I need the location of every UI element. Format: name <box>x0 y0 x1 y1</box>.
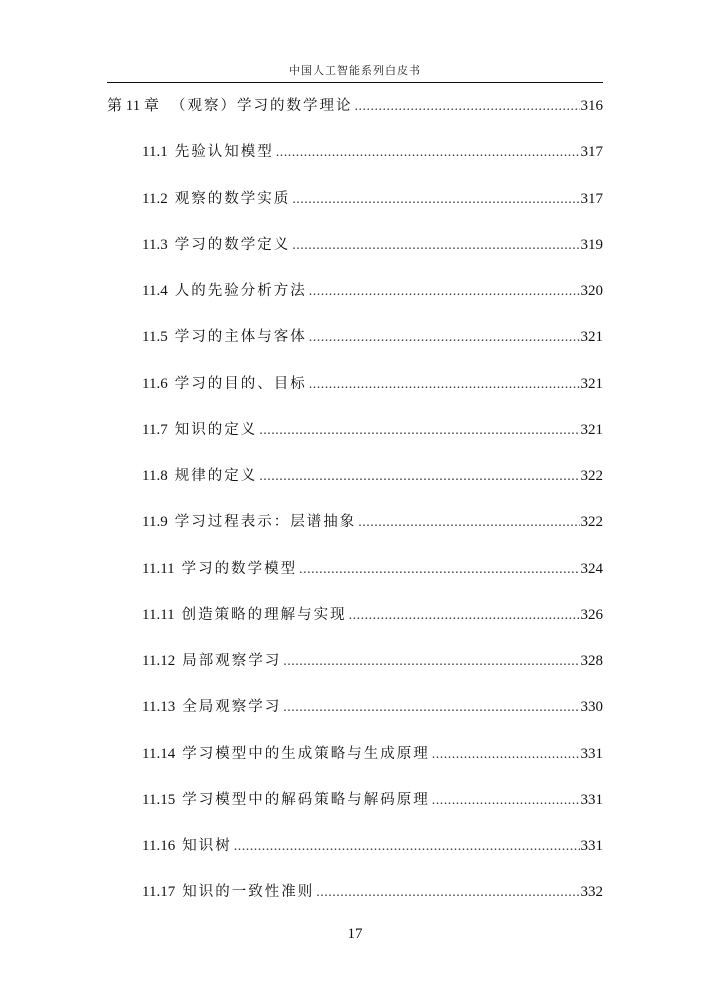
dot-leader <box>292 231 579 261</box>
toc-entry-number: 11.11 <box>142 560 175 577</box>
toc-entry[interactable] <box>107 739 603 785</box>
toc-entry-number: 11.12 <box>142 653 176 669</box>
toc-entry-page: 324 <box>580 560 603 577</box>
toc-entry-chapter-11[interactable] <box>107 91 603 137</box>
dot-leader <box>283 693 579 723</box>
toc-entry-title: （观察）学习的数学理论 <box>170 98 353 114</box>
dot-leader <box>299 555 579 585</box>
dot-leader <box>432 740 580 770</box>
toc-entry[interactable] <box>107 461 603 507</box>
toc-entry-title: 学习的数学定义 <box>174 236 291 253</box>
toc-entry-number: 11.4 <box>142 283 168 299</box>
dot-leader <box>309 277 580 307</box>
dot-leader <box>283 647 579 677</box>
toc-entry-number: 11.15 <box>142 791 176 808</box>
toc-entry-page: 321 <box>580 329 603 346</box>
toc-entry-title: 学习过程表示：层谱抽象 <box>174 514 357 531</box>
dot-leader <box>259 416 579 446</box>
toc-entry-number: 11.8 <box>142 468 168 484</box>
dot-leader <box>259 462 579 492</box>
toc-entry-page: 316 <box>580 98 603 114</box>
toc-entry[interactable] <box>107 137 603 183</box>
toc-entry[interactable] <box>107 831 603 877</box>
toc-entry-title: 知识的一致性准则 <box>182 884 315 901</box>
toc-entry-title: 知识的定义 <box>174 421 258 438</box>
toc-entry-number: 11.7 <box>142 421 168 438</box>
toc-entry-number: 11.14 <box>142 745 176 762</box>
dot-leader <box>432 786 580 816</box>
toc-entry[interactable] <box>107 276 603 322</box>
toc-entry-number: 11.16 <box>142 838 176 854</box>
toc-entry[interactable] <box>107 600 603 646</box>
dot-leader <box>276 138 580 168</box>
page-number: 17 <box>347 926 363 942</box>
dot-leader <box>358 508 579 538</box>
toc-entry[interactable] <box>107 507 603 553</box>
toc-entry[interactable] <box>107 692 603 738</box>
toc-entry-title: 规律的定义 <box>174 468 258 484</box>
table-of-contents <box>107 91 603 924</box>
toc-entry-title: 学习的主体与客体 <box>174 329 307 346</box>
toc-entry[interactable] <box>107 322 603 368</box>
toc-entry[interactable] <box>107 184 603 230</box>
toc-entry-title: 学习模型中的解码策略与解码原理 <box>182 791 430 808</box>
running-header: 中国人工智能系列白皮书 <box>289 64 421 77</box>
toc-entry[interactable] <box>107 554 603 600</box>
toc-entry-title: 知识树 <box>182 838 232 854</box>
toc-entry-page: 328 <box>580 653 603 669</box>
toc-entry-page: 321 <box>580 375 603 392</box>
toc-entry[interactable] <box>107 369 603 415</box>
toc-entry-page: 322 <box>580 468 603 484</box>
dot-leader <box>354 92 579 122</box>
dot-leader <box>234 832 580 862</box>
toc-entry-number: 11.9 <box>142 514 168 531</box>
toc-entry[interactable] <box>107 646 603 692</box>
toc-entry[interactable] <box>107 785 603 831</box>
toc-entry-number: 11.5 <box>142 329 168 346</box>
toc-entry-number: 11.13 <box>142 699 176 716</box>
toc-entry-page: 331 <box>580 745 603 762</box>
toc-entry-number: 11.2 <box>142 190 168 207</box>
toc-entry-number: 11.11 <box>142 606 175 623</box>
toc-entry-title: 人的先验分析方法 <box>174 283 307 299</box>
toc-entry-title: 学习模型中的生成策略与生成原理 <box>182 745 430 762</box>
dot-leader <box>309 370 580 400</box>
toc-entry-page: 317 <box>580 144 603 161</box>
toc-entry-title: 观察的数学实质 <box>174 190 291 207</box>
toc-entry-title: 创造策略的理解与实现 <box>181 606 347 623</box>
header-rule <box>107 82 603 83</box>
toc-entry-page: 319 <box>580 236 603 253</box>
toc-entry-number: 11.17 <box>142 884 176 901</box>
toc-entry-page: 322 <box>580 514 603 531</box>
toc-entry-page: 320 <box>580 283 603 299</box>
toc-entry[interactable] <box>107 230 603 276</box>
toc-entry-number: 11.1 <box>142 144 168 161</box>
dot-leader <box>349 601 580 631</box>
toc-entry-page: 332 <box>580 884 603 901</box>
toc-entry-title: 先验认知模型 <box>174 144 274 161</box>
toc-entry-page: 330 <box>580 699 603 716</box>
toc-entry[interactable] <box>107 877 603 923</box>
toc-entry-page: 321 <box>580 421 603 438</box>
toc-entry-page: 326 <box>580 606 603 623</box>
toc-entry-page: 317 <box>580 190 603 207</box>
toc-entry-title: 全局观察学习 <box>182 699 282 716</box>
toc-entry[interactable] <box>107 415 603 461</box>
dot-leader <box>292 185 579 215</box>
toc-entry-number: 第 11 章 <box>107 98 159 114</box>
toc-entry-title: 学习的目的、目标 <box>174 375 307 392</box>
toc-entry-page: 331 <box>580 838 603 854</box>
toc-entry-title: 局部观察学习 <box>182 653 282 669</box>
dot-leader <box>316 878 579 908</box>
dot-leader <box>309 323 580 353</box>
toc-entry-page: 331 <box>580 791 603 808</box>
toc-entry-number: 11.3 <box>142 236 168 253</box>
toc-entry-number: 11.6 <box>142 375 168 392</box>
toc-entry-title: 学习的数学模型 <box>181 560 298 577</box>
